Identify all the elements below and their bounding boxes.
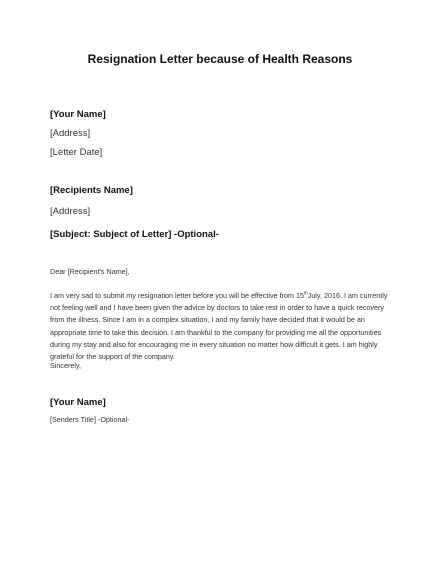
recipient-name: [Recipients Name] — [50, 185, 133, 196]
date-superscript: th — [303, 290, 308, 296]
signature-name: [Your Name] — [50, 397, 106, 408]
letter-body-part1: I am very sad to submit my resignation letter before you will be effective from 15 — [50, 291, 304, 300]
letter-body — [50, 290, 395, 363]
salutation: Dear [Recipient's Name], — [50, 267, 130, 276]
signature-title: [Senders Title] -Optional- — [50, 415, 130, 424]
sender-name: [Your Name] — [50, 109, 106, 120]
document-title: Resignation Letter because of Health Reasons — [87, 52, 353, 66]
subject-line: [Subject: Subject of Letter] -Optional- — [50, 229, 219, 240]
sender-address: [Address] — [50, 128, 91, 139]
recipient-address: [Address] — [50, 206, 91, 217]
letter-body-part2: July, 2016. I am currently not feeling well and I have been given the advice by doctors to take rest in order to have a quick recovery from the illness. Since I am in a complex situation, I and my family have decided that it would be an appropriate time to take this decision. I am thankful to the company for providing me all the opportunities during my stay and also for encouraging me in every situation no matter how difficult it gets. I am highly grateful for the support of the company. — [50, 291, 388, 362]
letter-date: [Letter Date] — [50, 147, 103, 158]
closing: Sincerely, — [50, 361, 82, 370]
